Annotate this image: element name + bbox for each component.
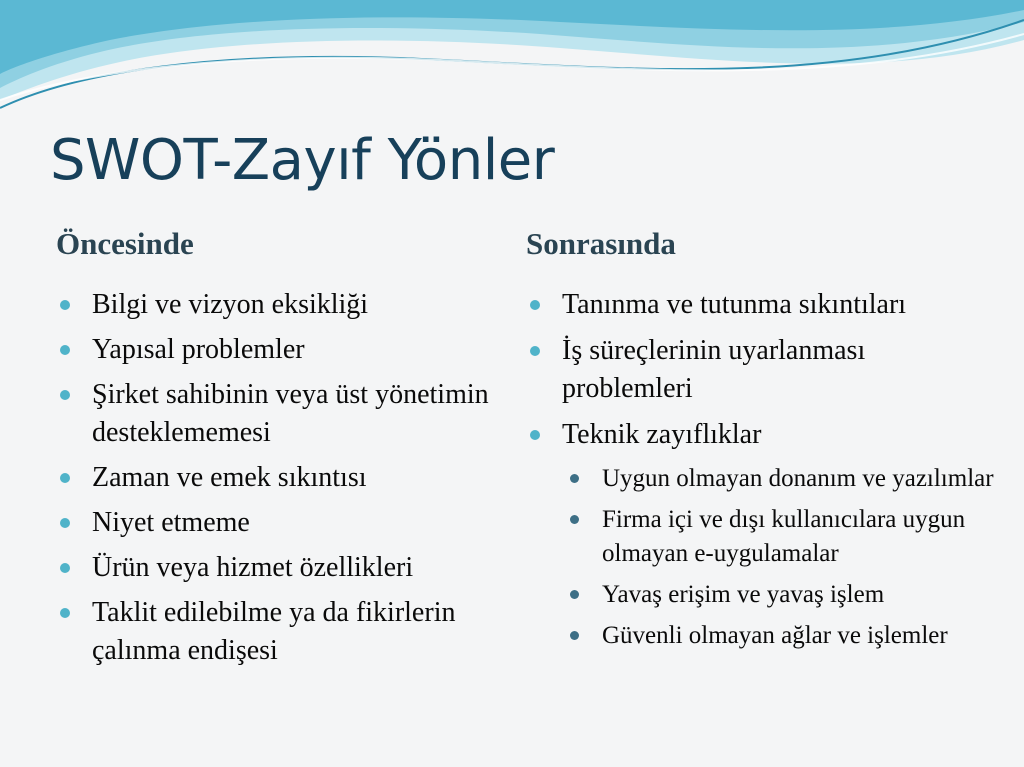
list-item: Yapısal problemler [56,331,496,369]
list-item: Teknik zayıflıklar [526,416,996,454]
list-item: İş süreçlerinin uyarlanması problemleri [526,332,996,408]
list-item: Niyet etmeme [56,504,496,542]
left-heading: Öncesinde [56,226,194,261]
list-item: Zaman ve emek sıkıntısı [56,459,496,497]
decorative-wave-header [0,0,1024,120]
list-item: Bilgi ve vizyon eksikliği [56,286,496,324]
list-item: Tanınma ve tutunma sıkıntıları [526,286,996,324]
list-item: Taklit edilebilme ya da fikirlerin çalınma endişesi [56,594,496,670]
left-bullet-list [56,286,496,670]
right-bullet-list [526,286,996,653]
right-column [526,226,996,660]
left-column [56,226,496,677]
sub-list-item: Uygun olmayan donanım ve yazılımlar [566,462,996,496]
sub-list-item: Yavaş erişim ve yavaş işlem [566,578,996,612]
list-item: Ürün veya hizmet özellikleri [56,549,496,587]
sub-list-item: Firma içi ve dışı kullanıcılara uygun olmayan e-uygulamalar [566,503,996,571]
right-heading: Sonrasında [526,226,676,261]
slide-title: SWOT-Zayıf Yönler [50,128,555,193]
sub-list-item: Güvenli olmayan ağlar ve işlemler [566,619,996,653]
list-item: Şirket sahibinin veya üst yönetimin desteklememesi [56,376,496,452]
